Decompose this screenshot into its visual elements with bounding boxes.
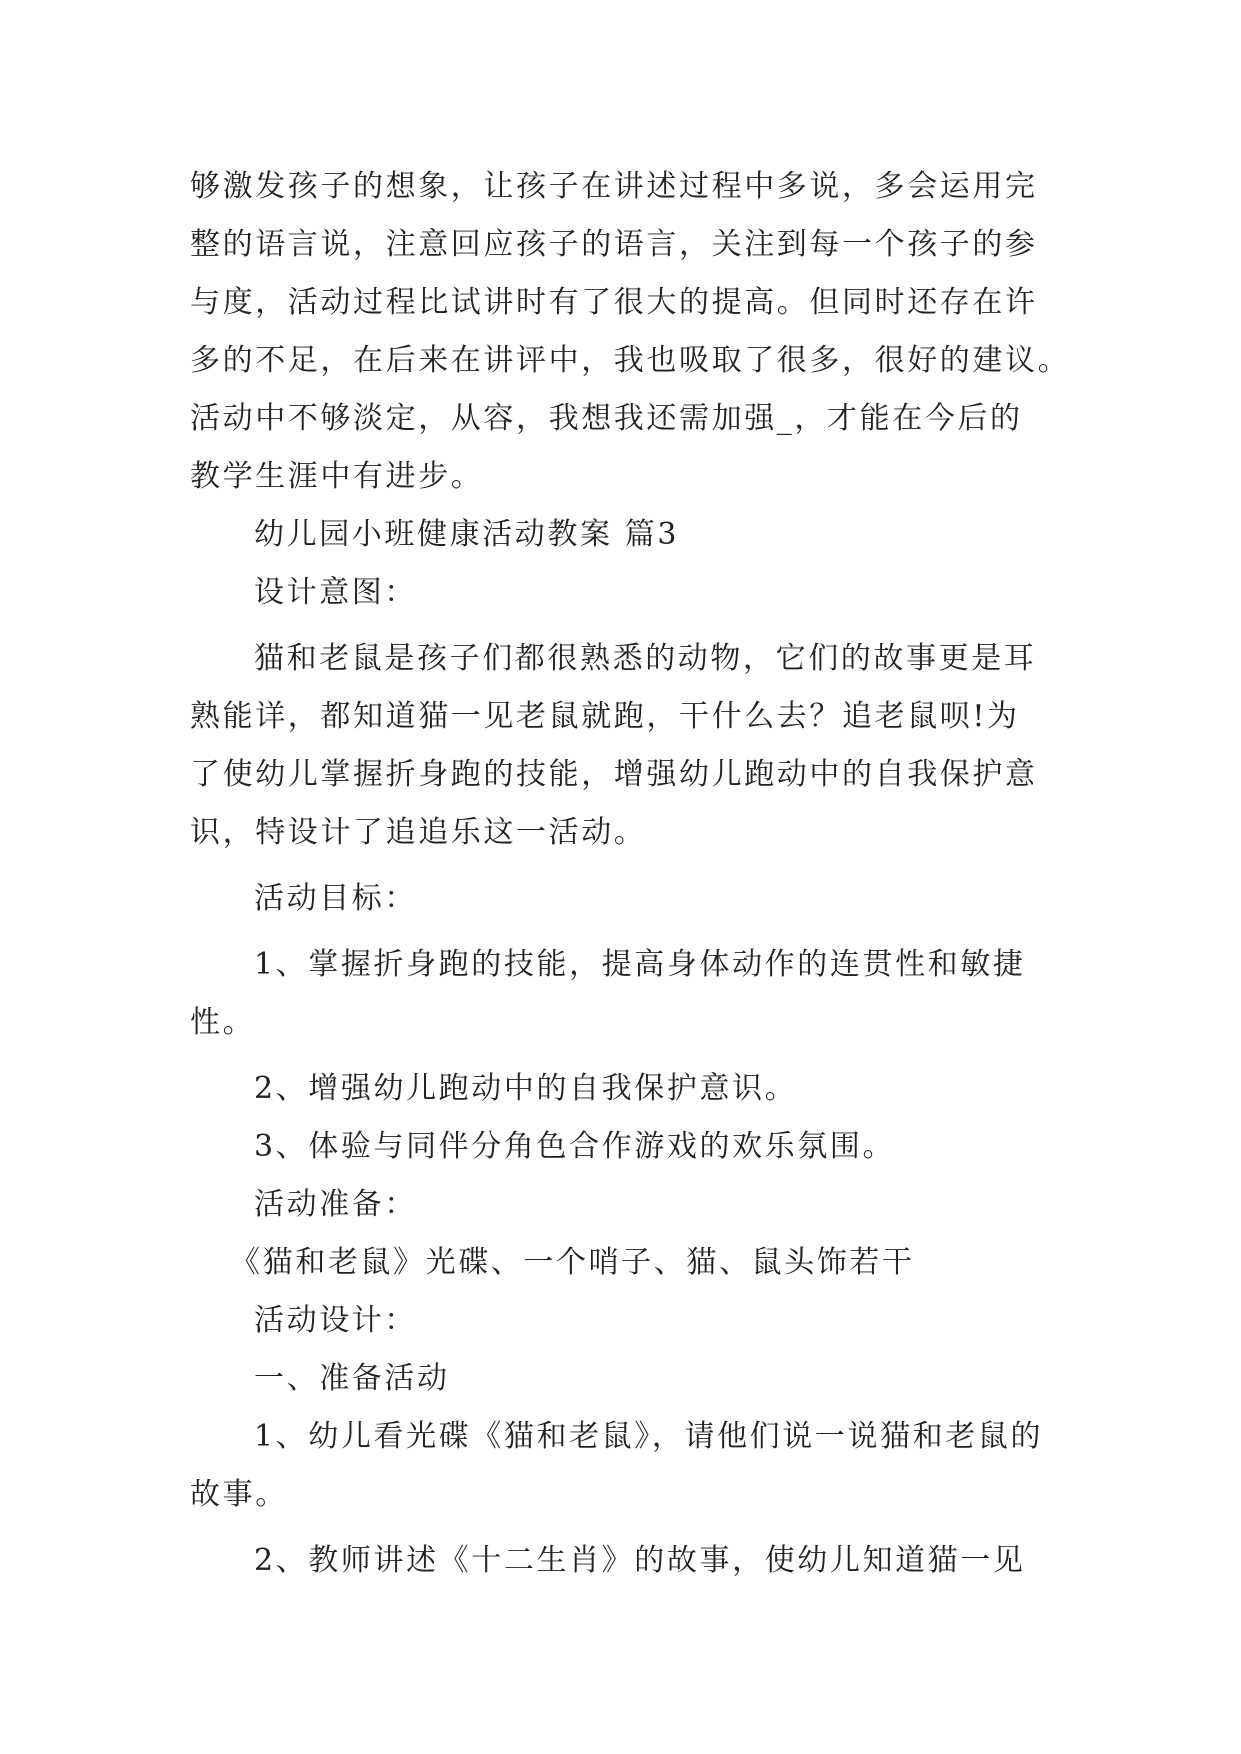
text-line: 整的语言说，注意回应孩子的语言，关注到每一个孩子的参 [190,227,1038,262]
heading-design-intent [190,564,1060,622]
text-line: 活动目标： [254,881,417,916]
text-line: 猫和老鼠是孩子们都很熟悉的动物，它们的故事更是耳 [254,641,1037,676]
text-line: 教学生涯中有进步。 [190,459,484,494]
text-line: 活动中不够淡定，从容，我想我还需加强_，才能在今后的 [190,401,1023,436]
heading-activity-preparation [190,1176,1060,1234]
text-line: 活动设计： [254,1303,417,1338]
goal-item-2 [190,1060,1060,1118]
text-line: 熟能详，都知道猫一见老鼠就跑，干什么去？追老鼠呗!为 [190,699,1020,734]
warmup-item-1 [190,1408,1060,1524]
section-title [190,506,1060,564]
warmup-item-2 [190,1532,1060,1590]
text-line: 设计意图： [254,575,417,610]
text-line: 幼儿园小班健康活动教案 篇3 [254,517,680,552]
heading-activity-design [190,1292,1060,1350]
text-line: 活动准备： [254,1187,417,1222]
text-line: 识，特设计了追追乐这一活动。 [190,815,647,850]
text-line: 1、幼儿看光碟《猫和老鼠》，请他们说一说猫和老鼠的 [254,1419,1044,1454]
text-line: 2、增强幼儿跑动中的自我保护意识。 [254,1071,798,1106]
paragraph-design-intent [190,630,1060,862]
text-line: 与度，活动过程比试讲时有了很大的提高。但同时还存在许 [190,285,1038,320]
text-line: 多的不足，在后来在讲评中，我也吸取了很多，很好的建议。 [190,343,1071,378]
preparation-materials [190,1234,1060,1292]
text-line: 3、体验与同伴分角色合作游戏的欢乐氛围。 [254,1129,896,1164]
text-line: 了使幼儿掌握折身跑的技能，增强幼儿跑动中的自我保护意 [190,757,1038,792]
heading-activity-goals [190,870,1060,928]
document-body [190,158,1071,1590]
text-line: 够激发孩子的想象，让孩子在讲述过程中多说，多会运用完 [190,169,1038,204]
text-line: 故事。 [190,1477,288,1512]
text-line: 性。 [190,1005,256,1040]
paragraph-reflection [190,158,1071,506]
text-line: 1、掌握折身跑的技能，提高身体动作的连贯性和敏捷 [254,947,1026,982]
text-line: 一、准备活动 [254,1361,450,1396]
text-line: 2、教师讲述《十二生肖》的故事，使幼儿知道猫一见 [254,1543,1026,1578]
heading-warmup [190,1350,1060,1408]
text-line: 《猫和老鼠》光碟、一个哨子、猫、鼠头饰若干 [230,1245,915,1280]
goal-item-1 [190,936,1060,1052]
goal-item-3 [190,1118,1060,1176]
